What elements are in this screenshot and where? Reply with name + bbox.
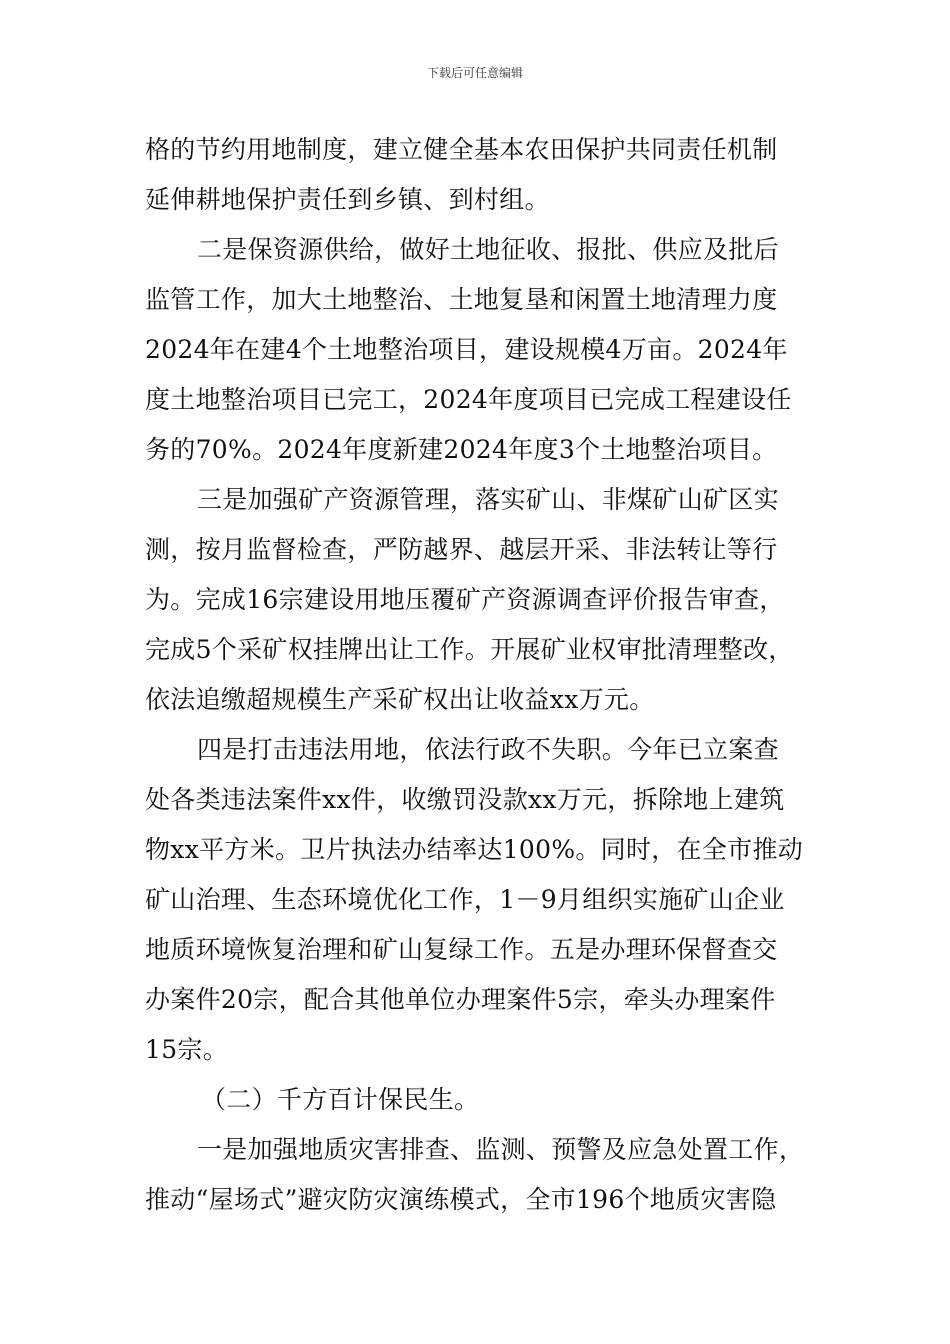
text-line: 监管工作，加大土地整治、土地复垦和闲置土地清理力度 (145, 285, 778, 314)
text-line: 延伸耕地保护责任到乡镇、到村组。 (145, 185, 550, 214)
paragraph-start-line: 一是加强地质灾害排查、监测、预警及应急处置工作， (197, 1135, 805, 1164)
text-line: 处各类违法案件xx件，收缴罚没款xx万元，拆除地上建筑 (145, 785, 785, 814)
paragraph-start-line: 二是保资源供给，做好土地征收、报批、供应及批后 (197, 235, 779, 264)
text-line: 依法追缴超规模生产采矿权出让收益xx万元。 (145, 685, 655, 714)
document-body (145, 125, 825, 1225)
text-line: 办案件20宗，配合其他单位办理案件5宗，牵头办理案件 (145, 985, 776, 1014)
text-line: 矿山治理、生态环境优化工作，1－9月组织实施矿山企业 (145, 885, 785, 914)
text-line: 格的节约用地制度，建立健全基本农田保护共同责任机制 (145, 135, 778, 164)
text-line: 2024年在建4个土地整治项目，建设规模4万亩。2024年 (145, 335, 788, 364)
text-line: 15宗。 (145, 1035, 229, 1064)
paragraph-start-line: 四是打击违法用地，依法行政不失职。今年已立案查 (197, 735, 779, 764)
text-line: 完成5个采矿权挂牌出让工作。开展矿业权审批清理整改， (145, 635, 794, 664)
text-line: 物xx平方米。卫片执法办结率达100%。同时，在全市推动 (145, 835, 804, 864)
text-line: 地质环境恢复治理和矿山复绿工作。五是办理环保督查交 (145, 935, 778, 964)
text-line: 度土地整治项目已完工，2024年度项目已完成工程建设任 (145, 385, 792, 414)
text-line: 测，按月监督检查，严防越界、越层开采、非法转让等行 (145, 535, 778, 564)
paragraph-start-line: 三是加强矿产资源管理，落实矿山、非煤矿山矿区实 (197, 485, 779, 514)
section-heading: （二）千方百计保民生。 (201, 1085, 480, 1114)
page-header: 下载后可任意编辑 (426, 66, 523, 80)
text-line: 务的70%。2024年度新建2024年度3个土地整治项目。 (145, 435, 778, 464)
text-line: 推动“屋场式”避灾防灾演练模式，全市196个地质灾害隐 (145, 1185, 777, 1214)
text-line: 为。完成16宗建设用地压覆矿产资源调查评价报告审查， (145, 585, 785, 614)
